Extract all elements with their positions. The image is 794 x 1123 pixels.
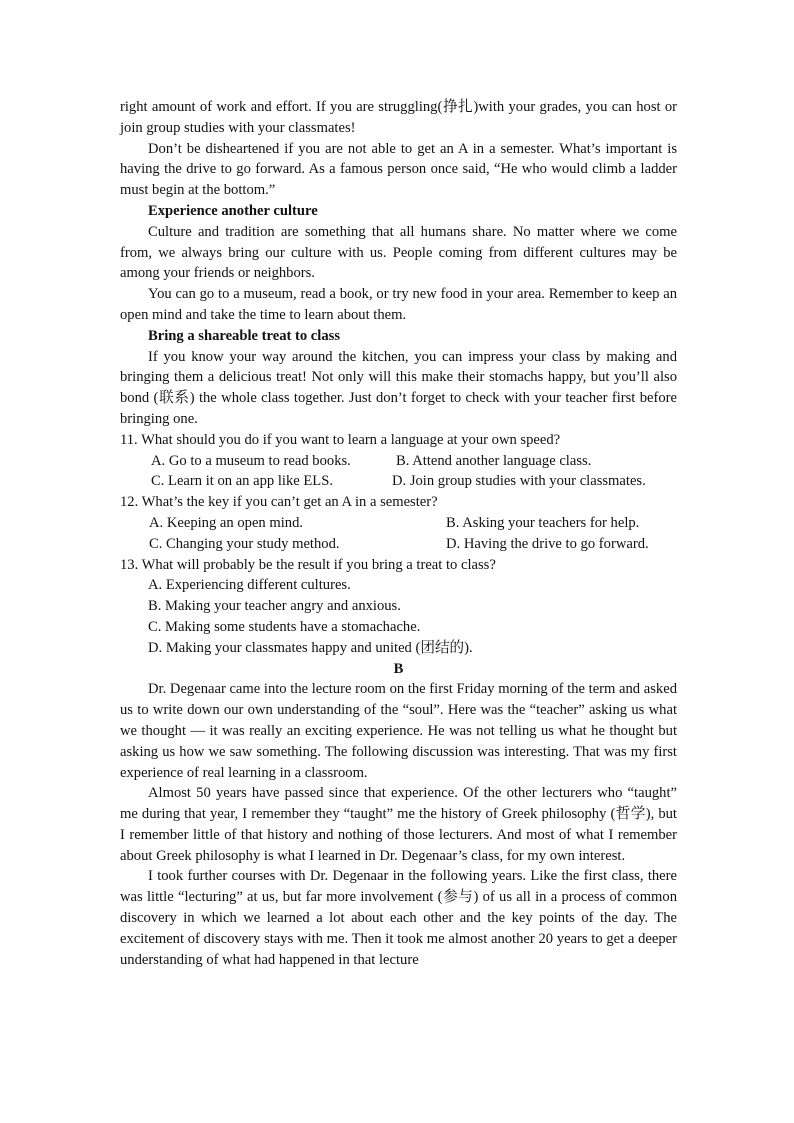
question-13-stem: 13. What will probably be the result if you bring a treat to class?	[120, 556, 496, 573]
q12-option-c: C. Changing your study method.	[149, 535, 340, 552]
heading-treat: Bring a shareable treat to class	[148, 327, 340, 344]
q12-option-d: D. Having the drive to go forward.	[446, 535, 649, 552]
q11-option-b: B. Attend another language class.	[396, 452, 592, 469]
paragraph-degenaar-1: Dr. Degenaar came into the lecture room on the first Friday morning of the term and asked us to write down our own understanding of the “soul”. Here was the “teacher” asking us what we thought — it was really an exciting experience. He was not telling us what he thought but asking us how we saw something. The following discussion was interesting. That was my first experience of real learning in a classroom.	[120, 681, 677, 781]
paragraph-continued: right amount of work and effort. If you are struggling(挣扎)with your grades, you can host or join group studies with your classmates!	[120, 99, 677, 136]
question-12-options-row2	[120, 534, 677, 555]
q12-option-a: A. Keeping an open mind.	[149, 514, 304, 531]
question-11-options-row2	[120, 471, 677, 492]
q13-option-a: A. Experiencing different cultures.	[148, 577, 351, 594]
q13-option-b: B. Making your teacher angry and anxious.	[148, 598, 401, 615]
q11-option-a: A. Go to a museum to read books.	[151, 452, 351, 469]
paragraph-treat: If you know your way around the kitchen, you can impress your class by making and bringing them a delicious treat! Not only will this make their stomachs happy, but you’ll also bond (联系) the whole class together. Just don’t forget to check with your teacher first before bringing one.	[120, 348, 677, 427]
exam-page	[120, 97, 677, 970]
question-12-stem: 12. What’s the key if you can’t get an A in a semester?	[120, 494, 438, 511]
question-12-options-row1	[120, 513, 677, 534]
q13-option-c: C. Making some students have a stomachache.	[148, 618, 421, 635]
section-b-label: B	[393, 660, 404, 677]
q11-option-c: C. Learn it on an app like ELS.	[151, 473, 333, 490]
question-11-stem: 11. What should you do if you want to learn a language at your own speed?	[120, 431, 561, 448]
paragraph-disheartened: Don’t be disheartened if you are not able to get an A in a semester. What’s important is having the drive to go forward. As a famous person once said, “He who would climb a ladder must begin at the bottom.”	[120, 140, 677, 199]
q11-option-d: D. Join group studies with your classmates.	[392, 473, 646, 490]
paragraph-degenaar-3: I took further courses with Dr. Degenaar in the following years. Like the first class, there was little “lecturing” at us, but far more involvement (参与) of us all in a process of common discovery in which we learned a lot about each other and the key points of the day. The excitement of discovery stays with me. Then it took me almost another 20 years to get a deeper understanding of what had happened in that lecture	[120, 868, 677, 968]
q12-option-b: B. Asking your teachers for help.	[446, 514, 640, 531]
paragraph-degenaar-2: Almost 50 years have passed since that experience. Of the other lecturers who “taught” me during that year, I remember they “taught” me the history of Greek philosophy (哲学), but I remember little of that history and nothing of those lecturers. And most of what I remember about Greek philosophy is what I learned in Dr. Degenaar’s class, for my own interest.	[120, 785, 677, 864]
paragraph-culture: Culture and tradition are something that all humans share. No matter where we come from, we always bring our culture with us. People coming from different cultures may be among your friends or neighbors.	[120, 223, 677, 282]
paragraph-museum: You can go to a museum, read a book, or try new food in your area. Remember to keep an open mind and take the time to learn about them.	[120, 286, 677, 323]
q13-option-d: D. Making your classmates happy and united (团结的).	[148, 639, 473, 656]
heading-culture: Experience another culture	[148, 202, 318, 219]
question-11-options-row1	[120, 451, 677, 472]
